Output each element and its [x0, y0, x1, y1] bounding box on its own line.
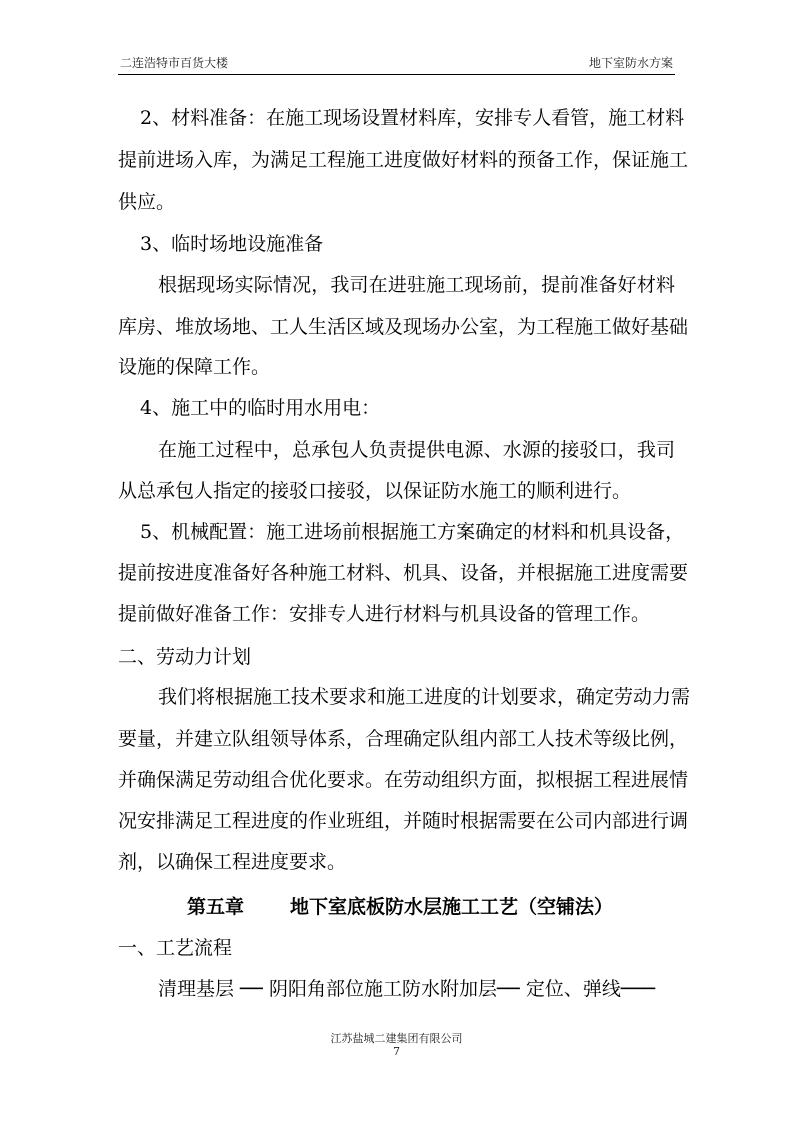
- chapter-title: 地下室底板防水层施工工艺（空铺法）: [290, 896, 614, 918]
- paragraph-line: 2、材料准备：在施工现场设置材料库，安排专人看管，施工材料: [140, 107, 685, 129]
- paragraph-line: 剂，以确保工程进度要求。: [118, 851, 347, 873]
- paragraph-line: 在施工过程中，总承包人负责提供电源、水源的接驳口，我司: [158, 439, 675, 461]
- paragraph-line: 我们将根据施工技术要求和施工进度的计划要求，确定劳动力需: [158, 686, 691, 708]
- paragraph-line: 提前进场入库，为满足工程施工进度做好材料的预备工作，保证施工: [118, 149, 689, 171]
- process-flow-line: 清理基层 ── 阴阳角部位施工防水附加层── 定位、弹线───: [158, 978, 656, 1000]
- paragraph-line: 3、临时场地设施准备: [140, 233, 324, 255]
- paragraph-line: 5、机械配置：施工进场前根据施工方案确定的材料和机具设备，: [140, 521, 685, 543]
- paragraph-line: 4、施工中的临时用水用电：: [140, 397, 381, 419]
- paragraph-line: 根据现场实际情况，我司在进驻施工现场前，提前准备好材料: [158, 274, 675, 296]
- paragraph-line: 提前做好准备工作：安排专人进行材料与机具设备的管理工作。: [118, 603, 651, 625]
- footer-company: 江苏盐城二建集团有限公司: [330, 1032, 463, 1045]
- chapter-number: 第五章: [187, 896, 245, 918]
- paragraph-line: 要量，并建立队组领导体系，合理确定队组内部工人技术等级比例，: [118, 728, 689, 750]
- paragraph-line: 设施的保障工作。: [118, 356, 271, 378]
- header-rule: [118, 74, 675, 75]
- paragraph-line: 库房、堆放场地、工人生活区域及现场办公室，为工程施工做好基础: [118, 316, 689, 338]
- page-number: 7: [393, 1045, 400, 1058]
- paragraph-line: 从总承包人指定的接驳口接驳，以保证防水施工的顺利进行。: [118, 480, 632, 502]
- paragraph-line: 况安排满足工程进度的作业班组，并随时根据需要在公司内部进行调: [118, 810, 689, 832]
- paragraph-line: 供应。: [118, 191, 176, 213]
- section-heading: 一、工艺流程: [118, 937, 233, 959]
- paragraph-line: 提前按进度准备好各种施工材料、机具、设备，并根据施工进度需要: [118, 562, 689, 584]
- section-heading: 二、劳动力计划: [118, 646, 252, 668]
- header-right: 地下室防水方案: [588, 56, 673, 70]
- paragraph-line: 并确保满足劳动组合优化要求。在劳动组织方面，拟根据工程进展情: [118, 769, 689, 791]
- header-left: 二连浩特市百货大楼: [120, 56, 229, 70]
